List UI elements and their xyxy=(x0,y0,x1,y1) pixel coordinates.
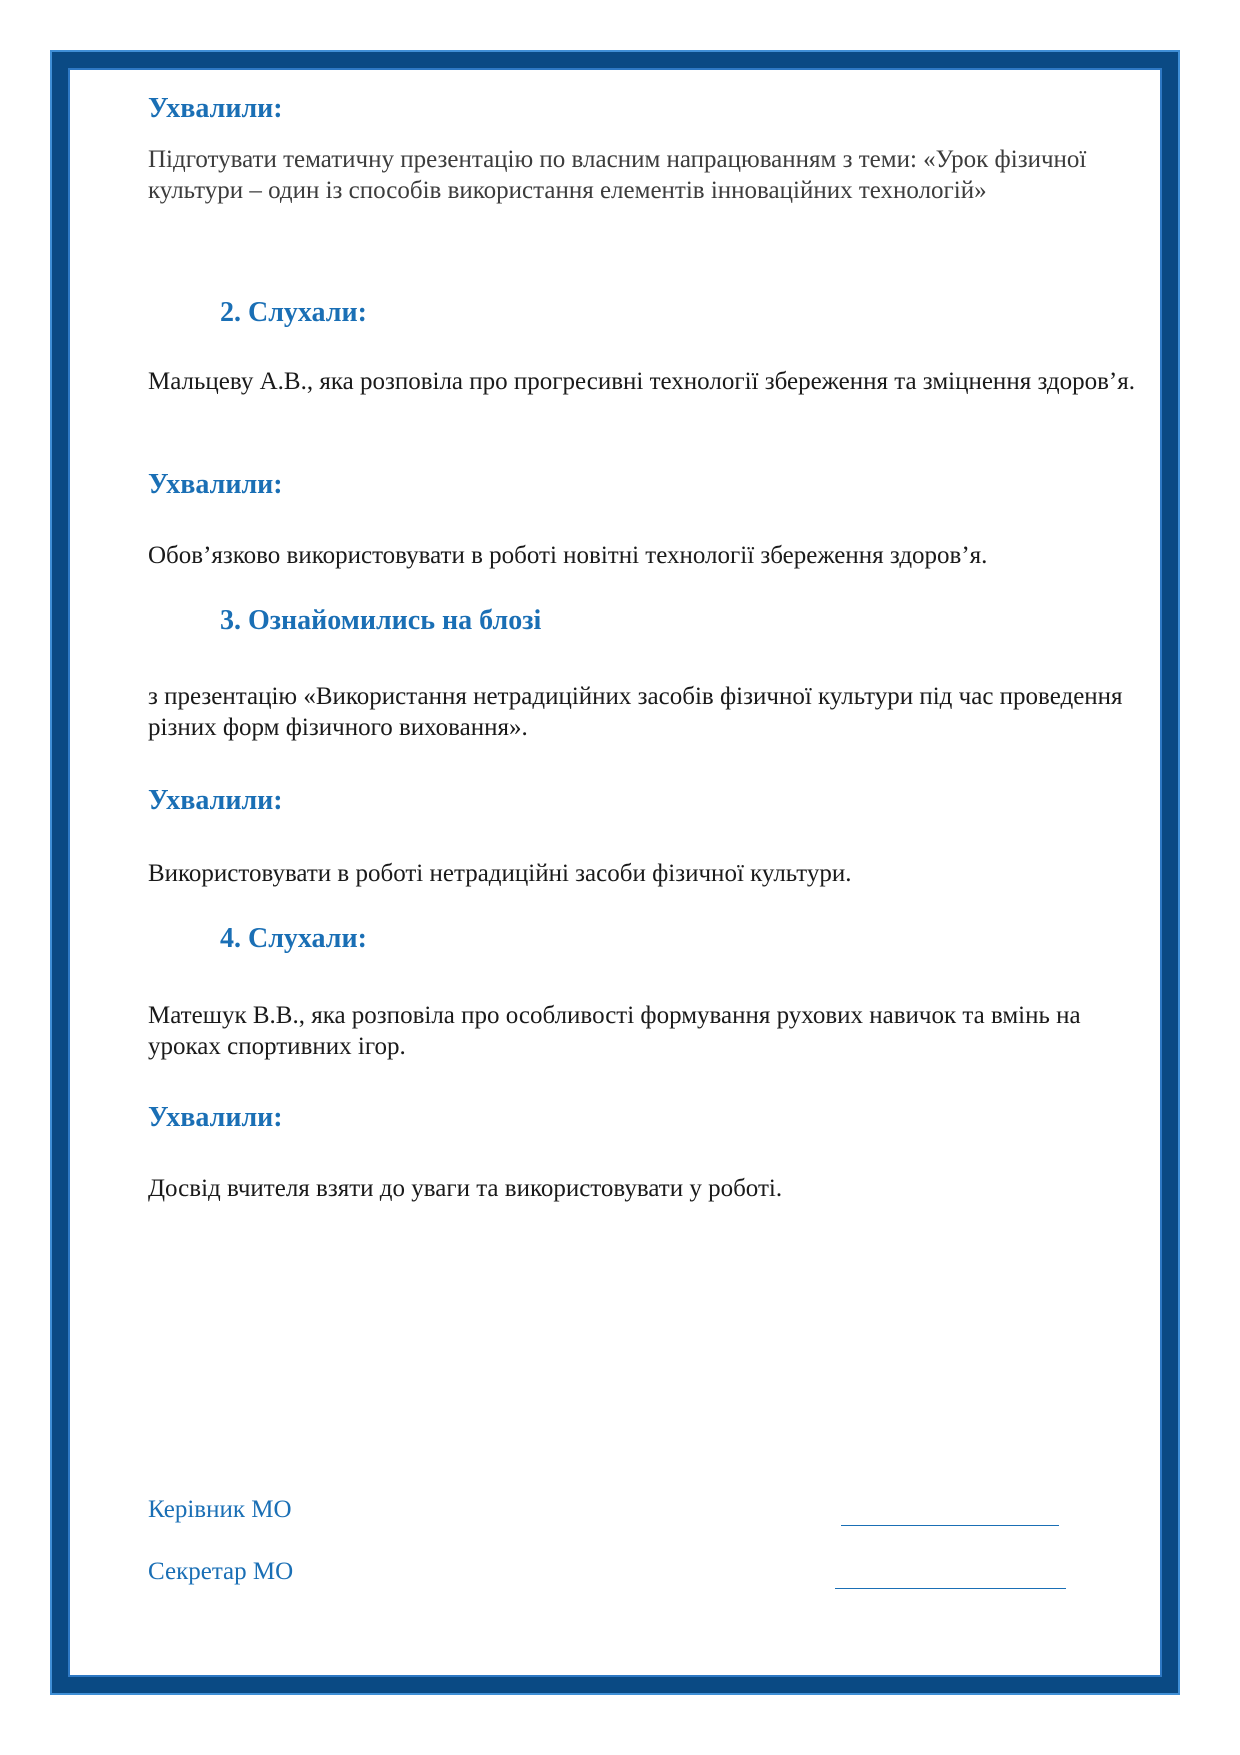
section-4-heading: 4. Слухали: xyxy=(220,923,367,954)
secretary-label: Секретар МО xyxy=(148,1558,294,1585)
section-3-heading: 3. Ознайомились на блозі xyxy=(220,605,542,636)
section-4-resolved-text: Досвід вчителя взяти до уваги та використовувати у роботі. xyxy=(148,1175,783,1202)
section-3-resolved-text: Використовувати в роботі нетрадиційні засоби фізичної культури. xyxy=(148,860,852,887)
section-2-heading: 2. Слухали: xyxy=(220,297,367,328)
section-3-resolved-heading: Ухвалили: xyxy=(148,785,283,816)
section-4-text: Матешук В.В., яка розповіла про особливості формування рухових навичок та вмінь на уроках спортивних ігор. xyxy=(148,1002,1081,1060)
section-1-resolved-text: Підготувати тематичну презентацію по власним напрацюванням з теми: «Урок фізичної культури – один із способів використання елементів інноваційних технологій» xyxy=(148,146,1087,204)
secretary-signature-line xyxy=(835,1588,1066,1589)
section-1-resolved-heading: Ухвалили: xyxy=(148,93,283,124)
head-signature-line xyxy=(841,1525,1059,1526)
section-4-resolved-heading: Ухвалили: xyxy=(148,1102,283,1133)
head-of-mo-label: Керівник МО xyxy=(148,1496,292,1523)
section-2-resolved-text: Обов’язково використовувати в роботі новітні технології збереження здоров’я. xyxy=(148,542,988,569)
section-2-text: Мальцеву А.В., яка розповіла про прогресивні технології збереження та зміцнення здоров’я. xyxy=(148,368,1135,395)
section-2-resolved-heading: Ухвалили: xyxy=(148,469,283,500)
section-3-text: з презентацію «Використання нетрадиційних засобів фізичної культури під час проведення різних форм фізичного виховання». xyxy=(148,683,1123,741)
